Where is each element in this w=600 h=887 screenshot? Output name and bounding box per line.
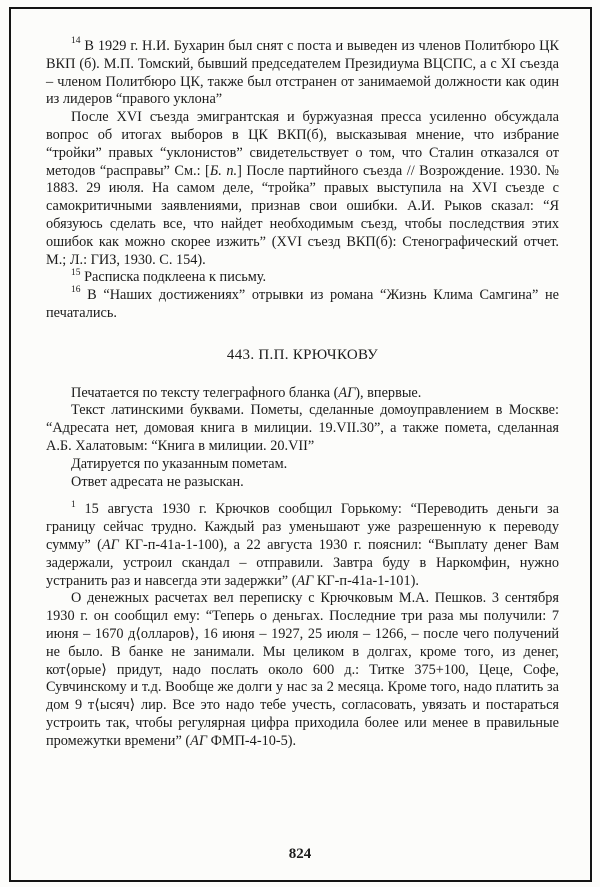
letter-heading: 443. П.П. КРЮЧКОВУ — [226, 346, 379, 363]
paragraph — [46, 38, 559, 109]
text-run: После XVI съезда эмигрантская и буржуазная пресса усиленно обсуждала вопрос об итогах выборов в ЦК ВКП(б), высказывая мнение, что избрание “тройки” правых “уклонистов” свидетельствует о том, что Сталин отказался от методов “расправы” См.: [ — [46, 109, 559, 179]
footnotes-section — [46, 38, 559, 323]
paragraph — [46, 269, 559, 287]
paragraph — [46, 590, 559, 750]
paragraph — [46, 385, 559, 403]
footnote-marker: 1 — [71, 499, 76, 510]
italic-text-run: АГ — [338, 384, 356, 401]
footnote-marker: 16 — [71, 285, 81, 296]
footnote-marker: 15 — [71, 267, 81, 278]
footnote-marker: 14 — [71, 36, 81, 47]
text-run: Расписка подклеена к письму. — [84, 269, 267, 286]
text-run: В “Наших достижениях” отрывки из романа “Жизнь Клима Самгина” не печатались. — [46, 287, 560, 321]
text-run: ФМП-4-10-5). — [207, 732, 297, 749]
italic-text-run: АГ — [296, 572, 314, 589]
text-run: О денежных расчетах вел переписку с Крючковым М.А. Пешков. 3 сентября 1930 г. он сообщил ему: “Теперь о деньгах. Последние три раза мы получили: 7 июня – 1670 д⟨олларов⟩, 16 июня – 1927, 25 июля – 1266, – после чего получений не было. В банке не занимали. Мы целиком в долгах, кроме того, из денег, кот⟨орые⟩ придут, надо послать около 600 д.: Титке 375+100, Цеце, Софе, Сувчинскому и т.д. Вообще же долги у нас за 2 месяца. Кроме того, надо платить за дом 9 т⟨ысяч⟩ лир. Все это надо тебе учесть, согласовать, увязать и постараться устроить так, чтобы регулярная цифра приходила более или менее в правильные промежутки времени” ( — [46, 590, 559, 749]
paragraph — [46, 402, 559, 455]
text-run: Ответ адресата не разыскан. — [71, 473, 244, 490]
text-run: Текст латинскими буквами. Пометы, сделанные домоуправлением в Москве: “Адресата нет, домовая книга в милиции. 19.VII.30”, а также помета, сделанная А.Б. Халатовым: “Книга в милиции. 20.VII” — [46, 402, 559, 454]
page-number: 824 — [288, 846, 312, 862]
text-run: КГ-п-41а-1-100), а 22 августа 1930 г. пояснил: “Выплату денег Вам задержали, устроил скандал – отправили. Завтра буду в Наркомфин, нужно устранить раз и навсегда эти задержки” ( — [46, 536, 559, 589]
italic-text-run: Б. п. — [209, 162, 238, 179]
paragraph — [46, 501, 559, 590]
italic-text-run: АГ — [190, 732, 208, 749]
paragraph — [46, 456, 559, 474]
commentary-section — [46, 385, 559, 751]
paragraph — [46, 287, 559, 323]
text-run: В 1929 г. Н.И. Бухарин был снят с поста и выведен из членов Политбюро ЦК ВКП (б). М.П. Томский, бывший председателем Президиума ВЦСПС, а с XI съезда – членом Политбюро ЦК, также был отстранен от занимаемой должности как один из лидеров “правого уклона” — [46, 38, 559, 108]
text-run: Печатается по тексту телеграфного бланка ( — [71, 384, 339, 401]
text-run: ] После партийного съезда // Возрождение. 1930. № 1883. 29 июля. На самом деле, “тройка” правых выступила на XVI съезде с самокритичными заявлениями, признав свои ошибки. А.И. Рыков сказал: “Я обязуюсь сделать все, что найдет необходимым съезд, чтобы последствия этих ошибок как можно скорее изжить” (XVI съезд ВКП(б): Стенографический отчет. М.; Л.: ГИЗ, 1930. С. 154). — [46, 162, 559, 268]
paragraph — [46, 109, 559, 269]
text-run: 15 августа 1930 г. Крючков сообщил Горькому: “Переводить деньги за границу сейчас трудно. Каждый раз уменьшают уже разрешенную к переводу сумму” ( — [46, 501, 560, 553]
italic-text-run: АГ — [101, 536, 119, 553]
text-run: КГ-п-41а-1-101). — [313, 572, 419, 589]
text-run: Датируется по указанным пометам. — [71, 455, 288, 472]
text-run: ), впервые. — [355, 384, 422, 401]
paragraph — [46, 474, 559, 492]
page-content — [46, 38, 559, 750]
